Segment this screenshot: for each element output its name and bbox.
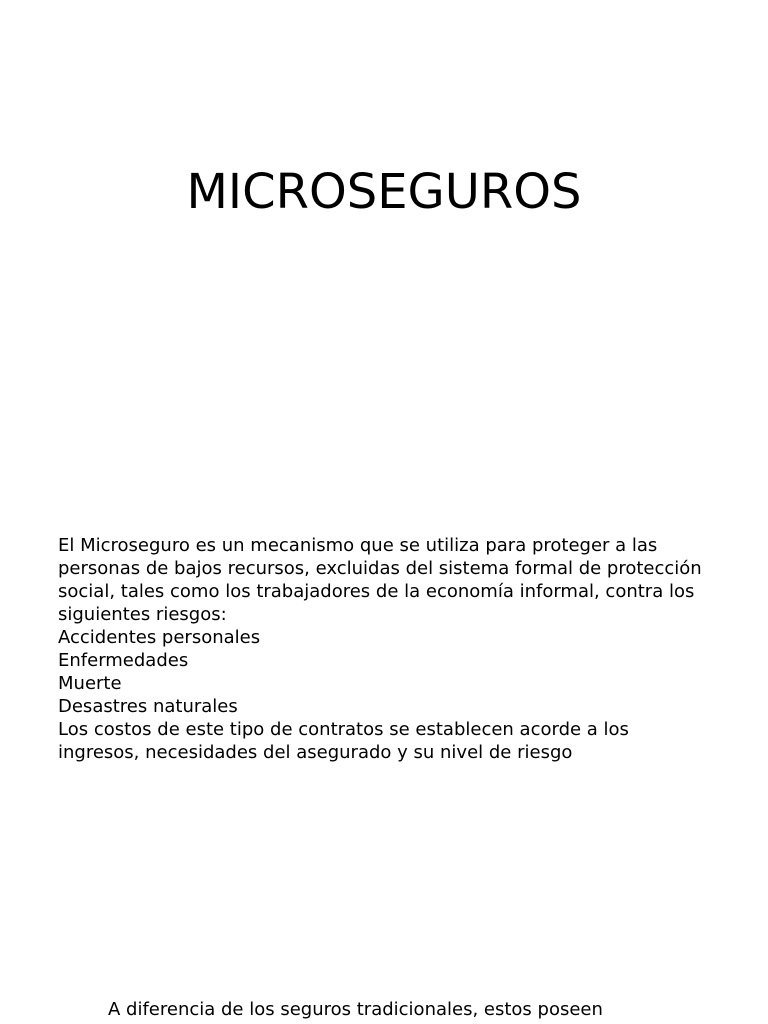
closing-line: Los costos de este tipo de contratos se establecen acorde a los	[58, 719, 629, 740]
paragraph-line: El Microseguro es un mecanismo que se utiliza para proteger a las	[58, 535, 658, 556]
paragraph-line: social, tales como los trabajadores de la economía informal, contra los	[58, 581, 695, 602]
risk-item-desastres: Desastres naturales	[58, 696, 238, 717]
paragraph-line: siguientes riesgos:	[58, 604, 227, 625]
closing-line: ingresos, necesidades del asegurado y su nivel de riesgo	[58, 742, 573, 763]
paragraph-line: personas de bajos recursos, excluidas del sistema formal de protección	[58, 558, 702, 579]
page-title: MICROSEGUROS	[186, 164, 582, 220]
risk-item-enfermedades: Enfermedades	[58, 650, 189, 671]
risk-item-accidentes: Accidentes personales	[58, 627, 261, 648]
next-section-text: A diferencia de los seguros tradicionales, estos poseen	[108, 999, 603, 1020]
definition-section	[58, 534, 758, 764]
risk-item-muerte: Muerte	[58, 673, 122, 694]
